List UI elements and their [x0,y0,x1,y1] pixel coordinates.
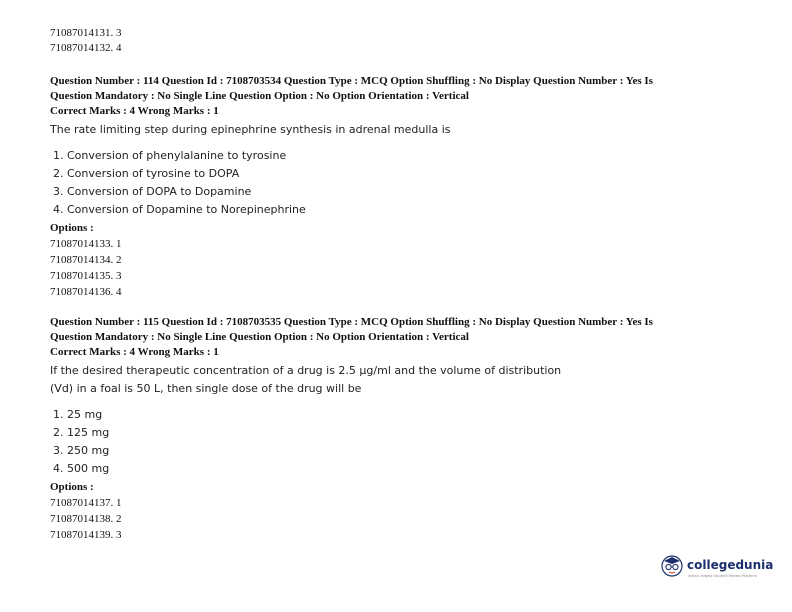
choice-item: 2. 125 mg [53,426,110,439]
option-line: 71087014133. 1 [50,238,122,250]
marks-line: Correct Marks : 4 Wrong Marks : 1 [50,105,219,117]
option-line: 71087014136. 4 [50,286,122,298]
options-list [50,479,750,543]
choice-item: 3. Conversion of DOPA to Dopamine [53,185,252,198]
option-line: 71087014132. 4 [50,42,122,54]
option-line: 71087014139. 3 [50,529,122,541]
marks-line: Correct Marks : 4 Wrong Marks : 1 [50,346,219,358]
options-label: Options : [50,222,94,234]
choice-item: 4. 500 mg [53,462,110,475]
document-page [50,26,750,543]
options-label: Options : [50,481,94,493]
question-header-line-2: Question Mandatory : No Single Line Question Option : No Option Orientation : Vertical [50,90,469,102]
option-line: 71087014131. 3 [50,27,122,39]
question-header-line-2: Question Mandatory : No Single Line Question Option : No Option Orientation : Vertical [50,331,469,343]
question-text [50,362,750,398]
previous-options [50,26,750,56]
question-header-line-1: Question Number : 114 Question Id : 7108703534 Question Type : MCQ Option Shuffling : No Display Question Number : Yes Is [50,75,653,87]
choice-item: 2. Conversion of tyrosine to DOPA [53,167,240,180]
question-114 [50,74,750,300]
choice-item: 1. Conversion of phenylalanine to tyrosine [53,149,287,162]
option-line: 71087014135. 3 [50,270,122,282]
graduate-mascot-icon [660,553,684,577]
question-text [50,121,750,139]
answer-choices [50,406,750,478]
choice-item: 3. 250 mg [53,444,110,457]
answer-choices [50,147,750,219]
question-text-line: The rate limiting step during epinephrine synthesis in adrenal medulla is [50,123,451,136]
question-header-line-1: Question Number : 115 Question Id : 7108703535 Question Type : MCQ Option Shuffling : No Display Question Number : Yes Is [50,316,653,328]
option-line: 71087014138. 2 [50,513,122,525]
logo-tagline: India's largest Student Review Platform [688,574,757,578]
choice-item: 4. Conversion of Dopamine to Norepinephrine [53,203,306,216]
option-line: 71087014134. 2 [50,254,122,266]
option-line: 71087014137. 1 [50,497,122,509]
question-header [50,315,750,360]
question-text-line: (Vd) in a foal is 50 L, then single dose of the drug will be [50,382,362,395]
choice-item: 1. 25 mg [53,408,103,421]
options-list [50,220,750,300]
logo-wordmark: collegedunia [687,558,774,572]
question-115 [50,315,750,543]
question-header [50,74,750,119]
collegedunia-logo [660,553,774,585]
question-text-line: If the desired therapeutic concentration of a drug is 2.5 µg/ml and the volume of distribution [50,364,562,377]
